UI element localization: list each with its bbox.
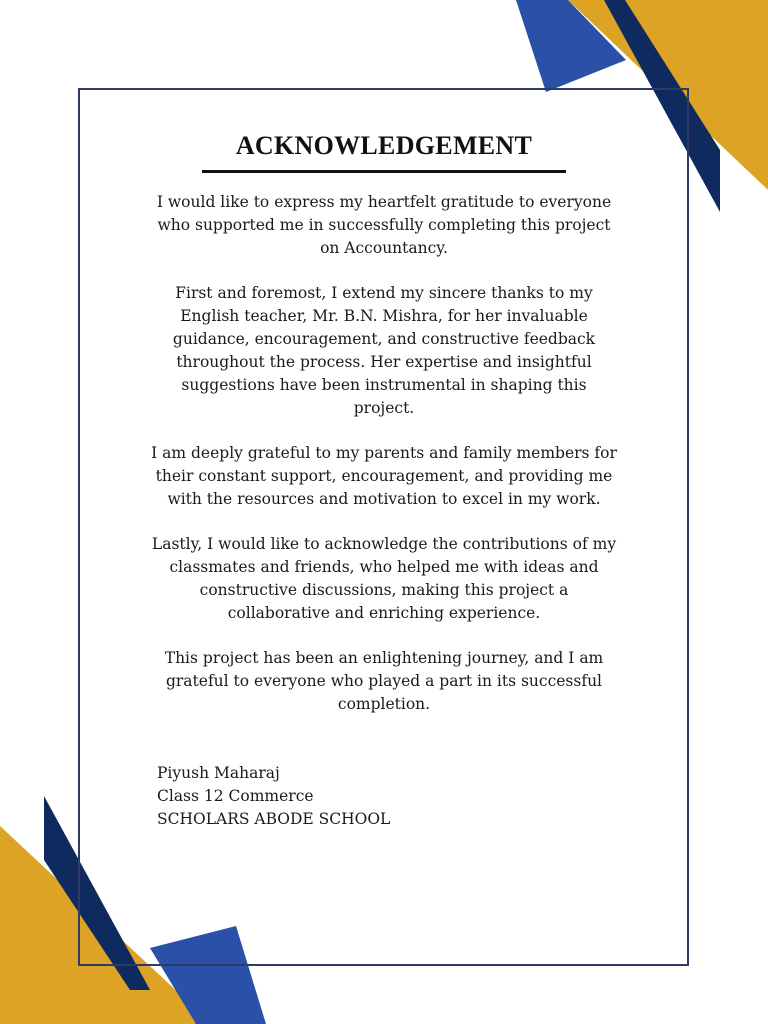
paragraph-classmates: Lastly, I would like to acknowledge the contributions of my classmates and friends, who helped me with ideas and constructive discussions, making this project a collaborative and enriching experience.: [151, 535, 617, 622]
signature-block: [157, 762, 390, 831]
signature-class: Class 12 Commerce: [157, 787, 314, 805]
signature-name: Piyush Maharaj: [157, 764, 280, 782]
page-title: ACKNOWLEDGEMENT: [235, 131, 533, 160]
paragraph-family: I am deeply grateful to my parents and family members for their constant support, encouragement, and providing me with the resources and motivation to excel in my work.: [151, 444, 617, 508]
paragraph-intro: I would like to express my heartfelt gratitude to everyone who supported me in successfully completing this project on Accountancy.: [156, 193, 612, 257]
paragraph-teacher: First and foremost, I extend my sincere thanks to my English teacher, Mr. B.N. Mishra, for her invaluable guidance, encouragement, and constructive feedback throughout the process. Her expertise and insightful suggestions have been instrumental in shaping this project.: [172, 284, 596, 417]
acknowledgement-body: [150, 191, 618, 738]
signature-school: SCHOLARS ABODE SCHOOL: [157, 810, 391, 828]
title-underline: [202, 170, 566, 173]
paragraph-closing: This project has been an enlightening journey, and I am grateful to everyone who played a part in its successful completion.: [164, 649, 604, 713]
